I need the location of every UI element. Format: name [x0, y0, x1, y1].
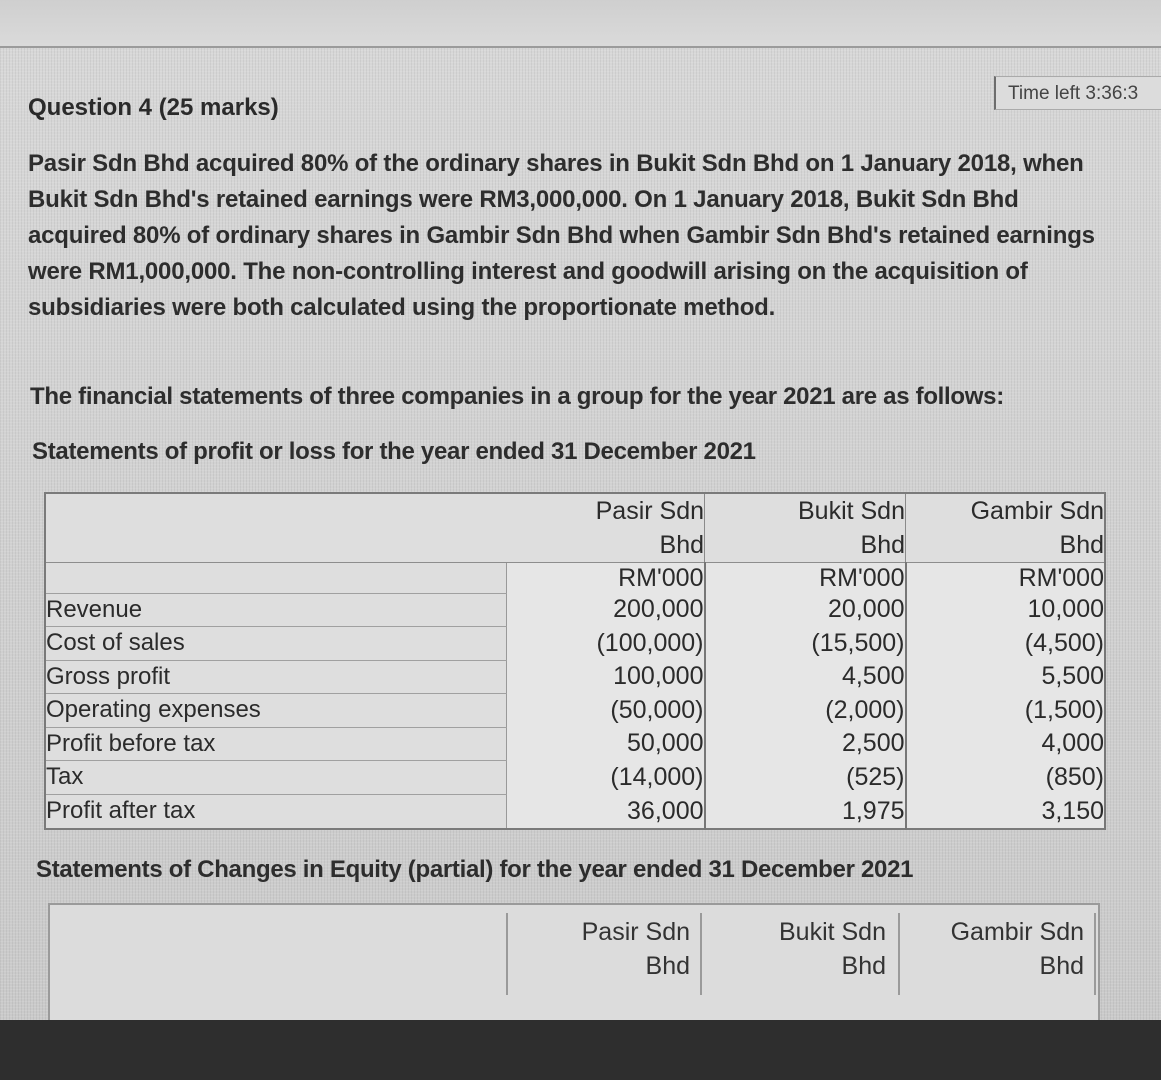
row-label: Gross profit — [45, 660, 506, 694]
value-cell: (100,000) — [506, 627, 705, 661]
value-cell: 4,000 — [906, 727, 1106, 761]
table-row — [45, 761, 1105, 795]
row-label: Cost of sales — [45, 627, 506, 661]
column-header-gambir — [906, 493, 1106, 563]
value-cell: 100,000 — [506, 660, 705, 694]
row-label: Profit before tax — [45, 727, 506, 761]
changes-in-equity-table — [48, 903, 1100, 1020]
table-row — [45, 727, 1105, 761]
value-cell: 3,150 — [906, 795, 1106, 829]
column-header-line1: Gambir Sdn — [950, 918, 1084, 946]
column-header-line2: Bhd — [860, 531, 905, 559]
table-row — [45, 694, 1105, 728]
pl-statement-title: Statements of profit or loss for the year ended 31 December 2021 — [32, 438, 756, 465]
intro-text: The financial statements of three companies in a group for the year 2021 are as follows: — [30, 383, 1004, 410]
value-cell: 2,500 — [705, 727, 906, 761]
column-header-line2: Bhd — [659, 531, 704, 559]
equity-statement-title: Statements of Changes in Equity (partial) for the year ended 31 December 2021 — [36, 856, 914, 883]
value-cell: 20,000 — [705, 593, 906, 627]
table-row — [45, 593, 1105, 627]
table-header-row — [45, 493, 1105, 563]
column-header-line1: Bukit Sdn — [797, 497, 905, 525]
question-paragraph: Pasir Sdn Bhd acquired 80% of the ordinary shares in Bukit Sdn Bhd on 1 January 2018, when Bukit Sdn Bhd's retained earnings were RM3,000,000. On 1 January 2018, Bukit Sdn Bhd acquired 80% of ordinary shares in Gambir Sdn Bhd when Gambir Sdn Bhd's retained earnings were RM1,000,000. The non-controlling interest and goodwill arising on the acquisition of subsidiaries were both calculated using the proportionate method. — [28, 150, 1095, 321]
column-header-pasir — [520, 915, 690, 983]
unit-cell: RM'000 — [705, 563, 906, 594]
column-header-line1: Gambir Sdn — [970, 497, 1104, 525]
column-divider — [898, 913, 900, 995]
value-cell: (525) — [705, 761, 906, 795]
column-header-line2: Bhd — [841, 952, 886, 980]
column-divider — [1094, 913, 1096, 995]
table-row — [45, 660, 1105, 694]
column-header-line1: Pasir Sdn — [595, 497, 704, 525]
unit-row — [45, 563, 1105, 594]
column-header-line2: Bhd — [1059, 531, 1104, 559]
column-header-bukit — [714, 915, 886, 983]
value-cell: (1,500) — [906, 694, 1106, 728]
row-label: Profit after tax — [45, 795, 506, 829]
unit-cell: RM'000 — [506, 563, 705, 594]
value-cell: 10,000 — [906, 593, 1106, 627]
table-row — [45, 795, 1105, 829]
value-cell: 4,500 — [705, 660, 906, 694]
column-divider — [506, 913, 508, 995]
screen-bezel — [0, 1020, 1161, 1080]
row-label: Operating expenses — [45, 694, 506, 728]
column-header-line2: Bhd — [645, 952, 690, 980]
row-label: Tax — [45, 761, 506, 795]
value-cell: (4,500) — [906, 627, 1106, 661]
value-cell: 1,975 — [705, 795, 906, 829]
table-row — [45, 627, 1105, 661]
unit-blank-cell — [45, 563, 506, 594]
value-cell: 200,000 — [506, 593, 705, 627]
unit-cell: RM'000 — [906, 563, 1106, 594]
value-cell: (15,500) — [705, 627, 906, 661]
question-title: Question 4 (25 marks) — [28, 94, 279, 121]
column-header-line2: Bhd — [1039, 952, 1084, 980]
column-header-pasir — [506, 493, 705, 563]
column-header-line1: Pasir Sdn — [581, 918, 690, 946]
browser-top-bar — [0, 0, 1161, 48]
column-divider — [700, 913, 702, 995]
column-header-bukit — [705, 493, 906, 563]
header-blank-cell — [45, 493, 506, 563]
row-label: Revenue — [45, 593, 506, 627]
value-cell: (2,000) — [705, 694, 906, 728]
value-cell: 36,000 — [506, 795, 705, 829]
time-left-indicator: Time left 3:36:3 — [994, 76, 1161, 110]
value-cell: 5,500 — [906, 660, 1106, 694]
value-cell: (850) — [906, 761, 1106, 795]
column-header-line1: Bukit Sdn — [778, 918, 886, 946]
profit-or-loss-table — [44, 492, 1106, 830]
value-cell: (50,000) — [506, 694, 705, 728]
value-cell: 50,000 — [506, 727, 705, 761]
value-cell: (14,000) — [506, 761, 705, 795]
column-header-gambir — [912, 915, 1084, 983]
